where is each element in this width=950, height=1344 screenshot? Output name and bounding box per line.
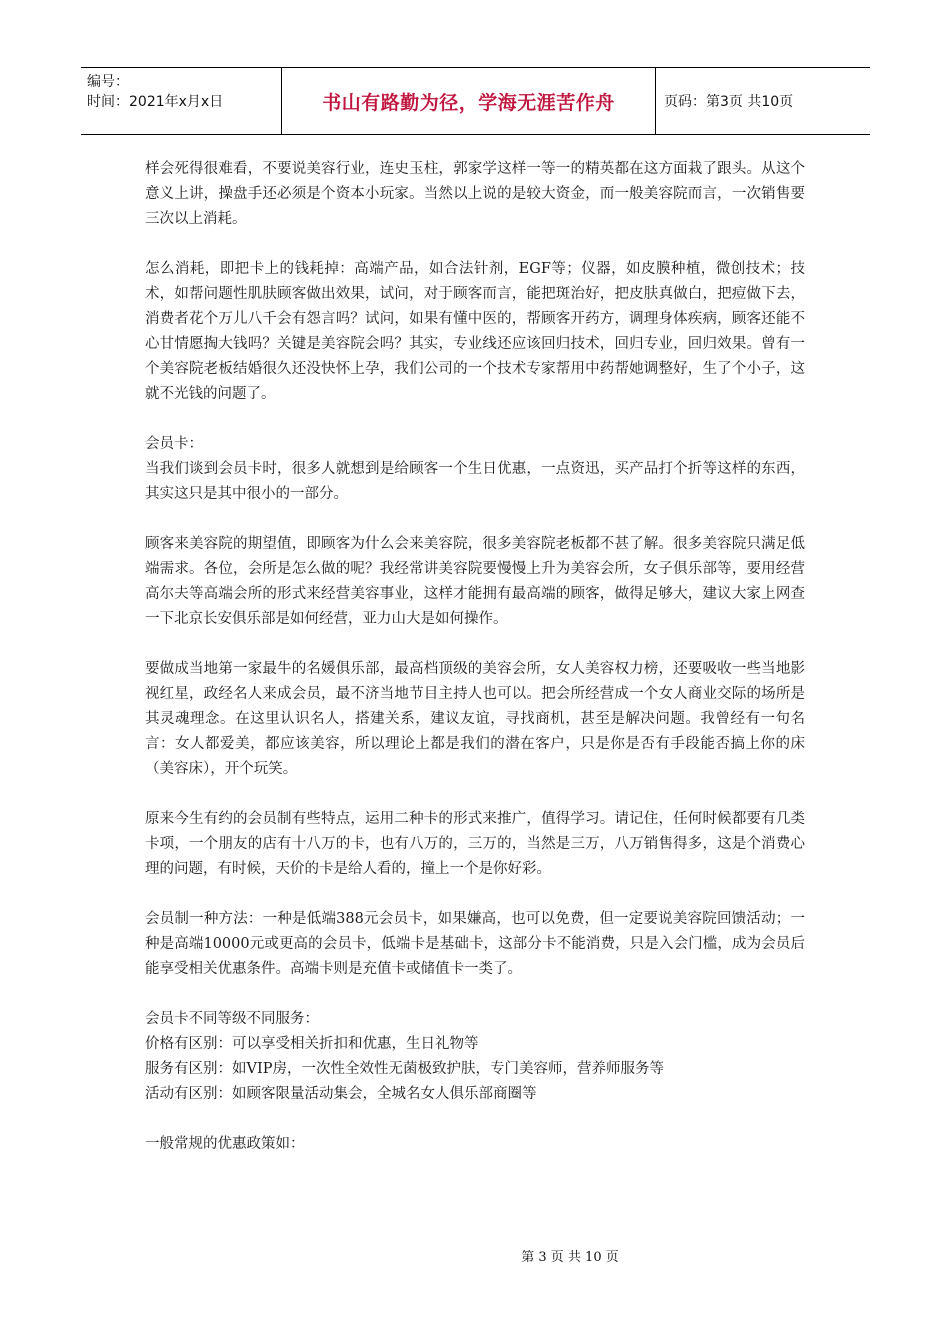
list-item: 价格有区别：可以享受相关折扣和优惠，生日礼物等 <box>145 1036 479 1052</box>
code-label: 编号： <box>87 74 129 90</box>
paragraph: 一般常规的优惠政策如： <box>145 1136 305 1152</box>
list-item: 服务有区别：如VIP房，一次性全效性无菌极致护肤，专门美容师，营养师服务等 <box>145 1061 664 1077</box>
paragraph: 要做成当地第一家最牛的名媛俱乐部，最高档顶级的美容会所，女人美容权力榜，还要吸收一些当地影视红星，政经名人来成会员，最不济当地节目主持人也可以。把会所经营成一个女人商业交际的场所是其灵魂理念。在这里认识名人，搭建关系，建议友谊，寻找商机，甚至是解决问题。我曾经有一句名言：女人都爱美，都应该美容，所以理论上都是我们的潜在客户，只是你是否有手段能否搞上你的床（美容床），开个玩笑。 <box>145 661 805 777</box>
list-item: 活动有区别：如顾客限量活动集会，全城名女人俱乐部商圈等 <box>145 1086 537 1102</box>
page-header <box>81 67 870 135</box>
document-body <box>145 157 805 1182</box>
header-meta <box>81 68 281 134</box>
header-page-info: 页码：第3页 共10页 <box>664 94 794 110</box>
page-footer: 第 3 页 共 10 页 <box>521 1250 619 1265</box>
paragraph: 怎么消耗，即把卡上的钱耗掉：高端产品，如合法针剂，EGF等；仪器，如皮膜种植，微创技术；技术，如帮问题性肌肤顾客做出效果，试问，对于顾客而言，能把斑治好，把皮肤真做白，把痘做下去，消费者花个万儿八千会有怨言吗？试问，如果有懂中医的，帮顾客开药方，调理身体疾病，顾客还能不心甘情愿掏大钱吗？关键是美容院会吗？其实，专业线还应该回归技术，回归专业，回归效果。曾有一个美容院老板结婚很久还没快怀上孕，我们公司的一个技术专家帮用中药帮她调整好，生了个小子，这就不光钱的问题了。 <box>145 261 805 402</box>
section-heading: 会员卡： <box>145 436 203 452</box>
paragraph: 当我们谈到会员卡时，很多人就想到是给顾客一个生日优惠，一点资迅，买产品打个折等这样的东西，其实这只是其中很小的一部分。 <box>145 461 805 502</box>
paragraph: 原来今生有约的会员制有些特点，运用二种卡的形式来推广，值得学习。请记住，任何时候都要有几类卡项，一个朋友的店有十八万的卡，也有八万的，三万的，当然是三万，八万销售得多，这是个消费心理的问题，有时候，天价的卡是给人看的，撞上一个是你好彩。 <box>145 811 805 877</box>
date-line: 时间：2021年x月x日 <box>87 94 224 110</box>
paragraph: 样会死得很难看，不要说美容行业，连史玉柱，郭家学这样一等一的精英都在这方面栽了跟头。从这个意义上讲，操盘手还必须是个资本小玩家。当然以上说的是较大资金，而一般美容院而言，一次销售要三次以上消耗。 <box>145 161 805 227</box>
header-motto: 书山有路勤为径，学海无涯苦作舟 <box>281 68 656 134</box>
paragraph: 会员制一种方法：一种是低端388元会员卡，如果嫌高，也可以免费，但一定要说美容院回馈活动；一种是高端10000元或更高的会员卡，低端卡是基础卡，这部分卡不能消费，只是入会门槛，成为会员后能享受相关优惠条件。高端卡则是充值卡或储值卡一类了。 <box>145 911 805 977</box>
paragraph: 顾客来美容院的期望值，即顾客为什么会来美容院，很多美容院老板都不甚了解。很多美容院只满足低端需求。各位，会所是怎么做的呢？我经常讲美容院要慢慢上升为美容会所，女子俱乐部等，要用经营高尔夫等高端会所的形式来经营美容事业，这样才能拥有最高端的顾客，做得足够大，建议大家上网查一下北京长安俱乐部是如何经营，亚力山大是如何操作。 <box>145 536 805 627</box>
section-heading: 会员卡不同等级不同服务： <box>145 1011 319 1027</box>
